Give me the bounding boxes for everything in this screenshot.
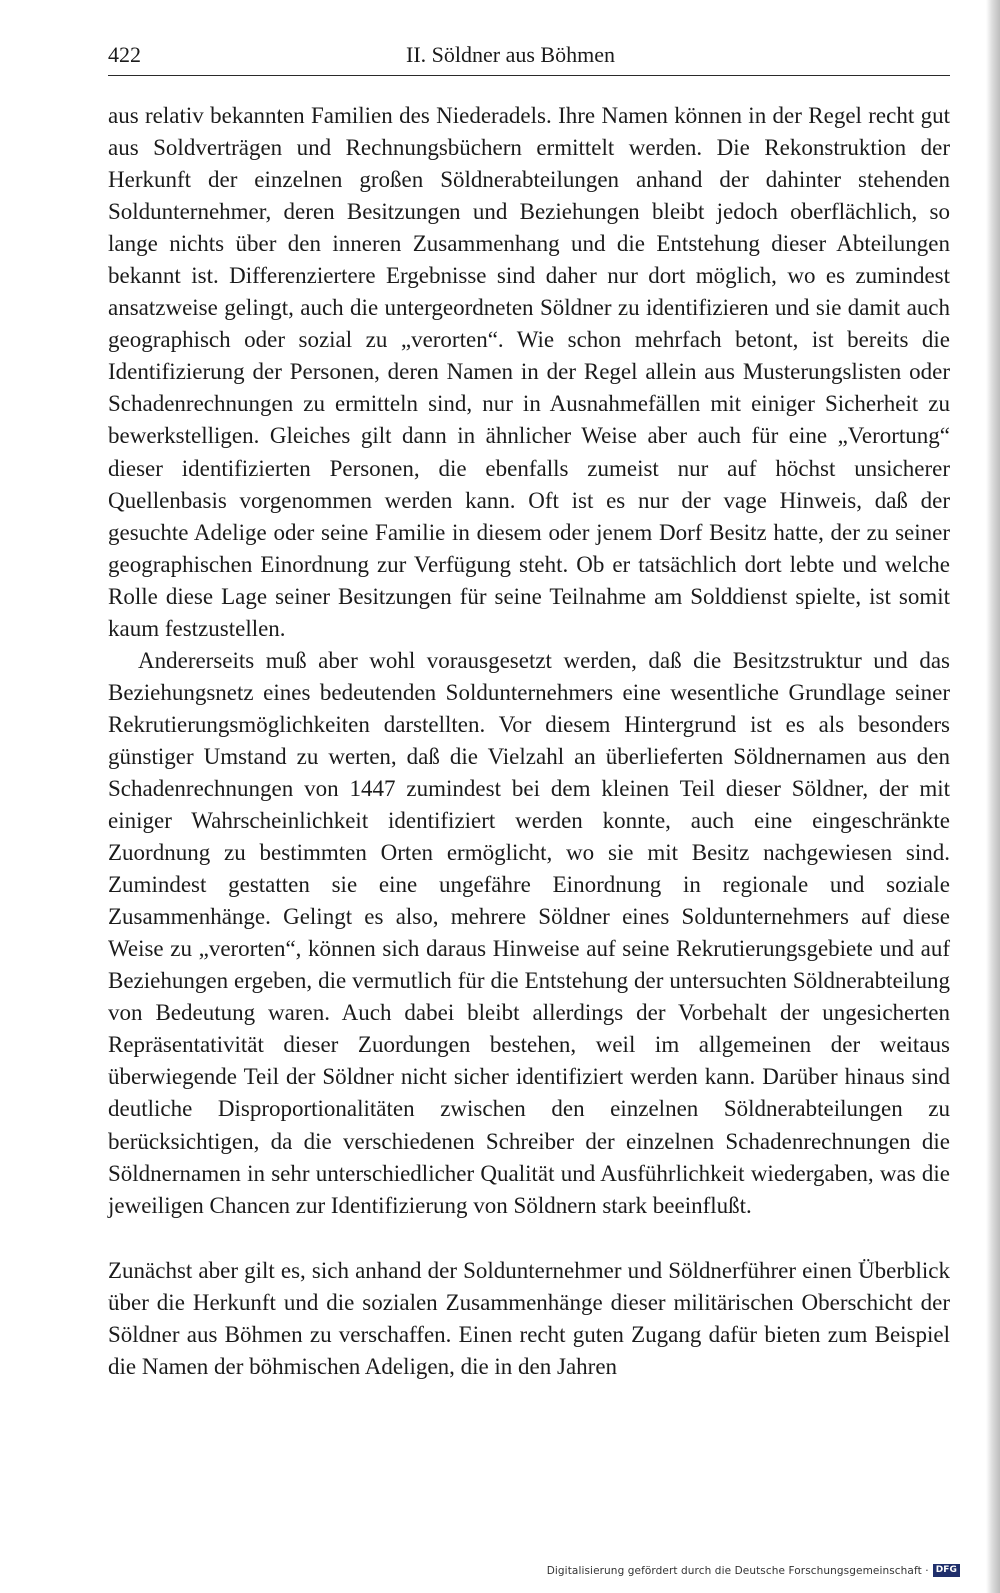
body-text bbox=[108, 100, 950, 1383]
paragraph-3: Zunächst aber gilt es, sich anhand der Soldunternehmer und Söldnerführer einen Überblick über die Herkunft und die sozialen Zusammenhänge dieser militärischen Oberschicht der Söldner aus Böhmen zu verschaffen. Einen recht guten Zugang dafür bieten zum Beispiel die Namen der böhmischen Adeligen, die in den Jahren bbox=[108, 1257, 950, 1379]
page-number: 422 bbox=[108, 42, 141, 67]
header-rule bbox=[108, 75, 950, 76]
digitization-credit bbox=[547, 1564, 960, 1577]
page-edge-shadow bbox=[986, 0, 1000, 1593]
credit-text: Digitalisierung gefördert durch die Deutsche Forschungsgemeinschaft · bbox=[546, 1564, 929, 1577]
paragraph-2: Andererseits muß aber wohl vorausgesetzt werden, daß die Besitzstruktur und das Beziehungsnetz eines bedeutenden Soldunternehmers eine wesentliche Grundlage seiner Rekrutierungsmöglichkeiten darstellten. Vor diesem Hintergrund ist es als besonders günstiger Umstand zu werten, daß die Vielzahl an überlieferten Söldnernamen aus den Schadenrechnungen von 1447 zumindest bei dem kleinen Teil dieser Söldner, der mit einiger Wahrscheinlichkeit identifiziert werden konnte, auch eine eingeschränkte Zuordnung zu bestimmten Orten ermöglicht, wo sie mit Besitz nachgewiesen sind. Zumindest gestatten sie eine ungefähre Einordnung in regionale und soziale Zusammenhänge. Gelingt es also, mehrere Söldner eines Soldunternehmers auf diese Weise zu „verorten“, können sich daraus Hinweise auf seine Rekrutierungsgebiete und auf Beziehungen ergeben, die vermutlich für die Entstehung der untersuchten Söldnerabteilung von Bedeutung waren. Auch dabei bleibt allerdings der Vorbehalt der ungesicherten Repräsentativität dieser Zuordungen bestehen, weil im allgemeinen der weitaus überwiegende Teil der Söldner nicht sicher identifiziert werden kann. Darüber hinaus sind deutliche Disproportionalitäten zwischen den einzelnen Söldnerabteilungen zu berücksichtigen, da die verschiedenen Schreiber der einzelnen Schadenrechnungen die Söldnernamen in sehr unterschiedlicher Qualität und Ausführlichkeit wiedergaben, was die jeweiligen Chancen zur Identifizierung von Söldnern stark beeinflußt. bbox=[108, 647, 950, 1218]
running-head: II. Söldner aus Böhmen bbox=[406, 42, 615, 67]
dfg-logo: DFG bbox=[933, 1564, 960, 1577]
paragraph-1: aus relativ bekannten Familien des Niederadels. Ihre Namen können in der Regel recht gut aus Soldverträgen und Rechnungsbüchern ermittelt werden. Die Rekonstruktion der Herkunft der einzelnen großen Söldnerabteilungen anhand der dahinter stehenden Soldunternehmer, deren Besitzungen und Beziehungen bleibt jedoch oberflächlich, so lange nichts über den inneren Zusammenhang und die Entstehung dieser Abteilungen bekannt ist. Differenziertere Ergebnisse sind daher nur dort möglich, wo es zumindest ansatzweise gelingt, auch die untergeordneten Söldner zu identifizieren und sie damit auch geographisch oder sozial zu „verorten“. Wie schon mehrfach betont, ist bereits die Identifizierung der Personen, deren Namen in der Regel allein aus Musterungslisten oder Schadenrechnungen zu ermitteln sind, nur in Ausnahmefällen mit einiger Sicherheit zu bewerkstelligen. Gleiches gilt dann in ähnlicher Weise aber auch für eine „Verortung“ dieser identifizierten Personen, die ebenfalls zumeist nur auf höchst unsicherer Quellenbasis vorgenommen werden kann. Oft ist es nur der vage Hinweis, daß der gesuchte Adelige oder seine Familie in diesem oder jenem Dorf Besitz hatte, der zu seiner geographischen Einordnung zur Verfügung steht. Ob er tatsächlich dort lebte und welche Rolle diese Lage seiner Besitzungen für seine Teilnahme am Solddienst spielte, ist somit kaum festzustellen. bbox=[108, 103, 950, 641]
page-header bbox=[108, 42, 950, 80]
